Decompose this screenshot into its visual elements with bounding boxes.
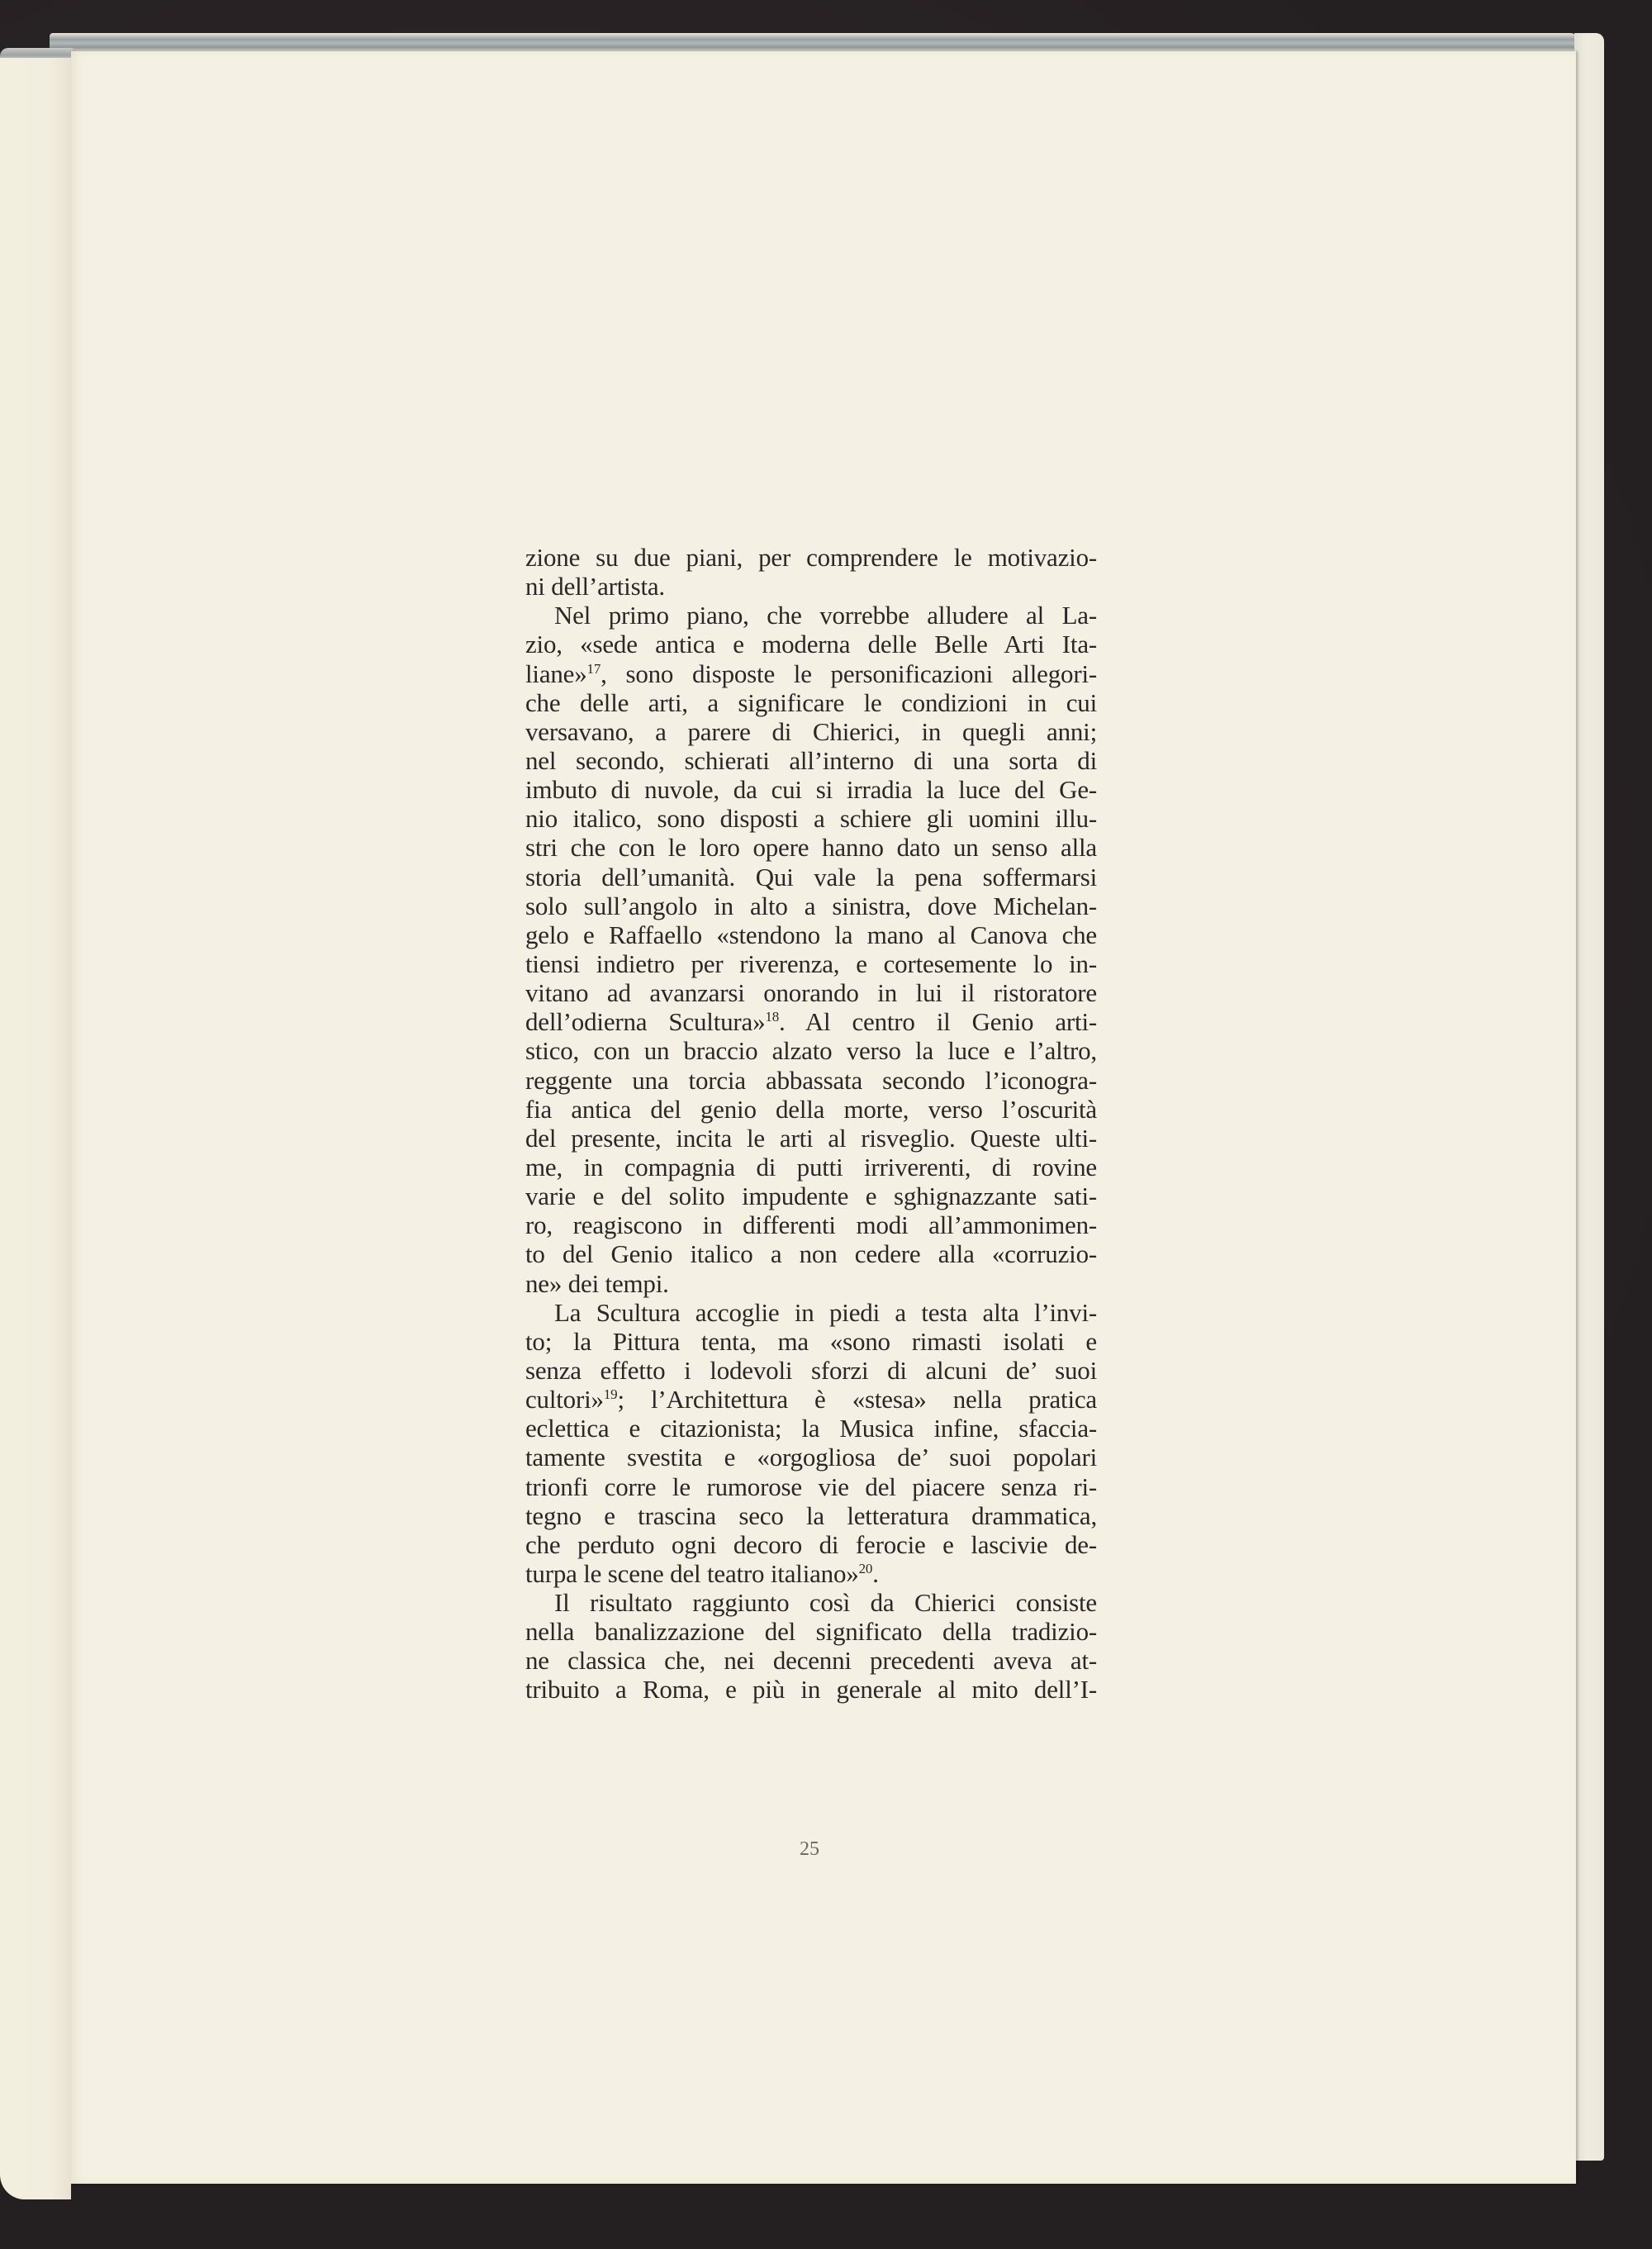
text-line: zio, «sede antica e moderna delle Belle Arti Ita- — [525, 630, 1097, 659]
text-line: varie e del solito impudente e sghignazzante sati- — [525, 1182, 1097, 1211]
text-line: gelo e Raffaello «stendono la mano al Canova che — [525, 920, 1097, 949]
text-line: Il risultato raggiunto così da Chierici consiste — [554, 1588, 1097, 1618]
text-line: ni dell’artista. — [525, 572, 665, 601]
text-line: stico, con un braccio alzato verso la luce e l’altro, — [525, 1036, 1097, 1066]
footnote-reference: 17 — [586, 660, 601, 677]
page-number: 25 — [800, 1838, 819, 1860]
text-line: La Scultura accoglie in piedi a testa alta l’invi- — [554, 1297, 1097, 1327]
text-line: tamente svestita e «orgogliosa de’ suoi popolari — [525, 1443, 1097, 1472]
back-leaf-edge — [1574, 33, 1604, 2161]
text-line: che delle arti, a significare le condizioni in cui — [525, 687, 1097, 717]
text-line: reggente una torcia abbassata secondo l’iconogra- — [525, 1065, 1097, 1095]
text-line: stri che con le loro opere hanno dato un senso alla — [525, 833, 1097, 863]
text-line: nel secondo, schierati all’interno di una sorta di — [525, 745, 1097, 775]
text-line: ro, reagiscono in differenti modi all’ammonimen- — [525, 1210, 1097, 1240]
footnote-reference: 19 — [603, 1386, 618, 1403]
text-line: solo sull’angolo in alto a sinistra, dove Michelan- — [525, 891, 1097, 920]
text-line: nella banalizzazione del significato della tradizio- — [525, 1617, 1097, 1647]
text-line: ne» dei tempi. — [525, 1268, 669, 1298]
text-line: trionfi corre le rumorose vie del piacere senza ri- — [525, 1472, 1097, 1501]
text-line: turpa le scene del teatro italiano»$^{20}$. — [525, 1558, 879, 1588]
text-line: vitano ad avanzarsi onorando in lui il ristoratore — [525, 978, 1097, 1008]
text-line: dell’odierna Scultura»$^{18}$. Al centro il Genio arti- — [525, 1007, 1097, 1037]
text-line: tegno e trascina seco la letteratura drammatica, — [525, 1500, 1097, 1530]
text-line: to del Genio italico a non cedere alla «corruzio- — [525, 1239, 1097, 1269]
text-line: nio italico, sono disposti a schiere gli uomini illu- — [525, 804, 1097, 834]
text-line: Nel primo piano, che vorrebbe alludere al La- — [554, 601, 1097, 630]
text-line: imbuto di nuvole, da cui si irradia la luce del Ge- — [525, 775, 1097, 805]
text-line: cultori»$^{19}$; l’Architettura è «stesa» nella pratica — [525, 1385, 1097, 1415]
text-line: fia antica del genio della morte, verso l’oscurità — [525, 1094, 1097, 1124]
page-stack-edge — [50, 33, 1576, 51]
text-line: storia dell’umanità. Qui vale la pena soffermarsi — [525, 862, 1097, 892]
text-line: eclettica e citazionista; la Musica infine, sfaccia- — [525, 1414, 1097, 1443]
footnote-reference: 20 — [858, 1560, 873, 1576]
footnote-reference: 18 — [765, 1009, 779, 1025]
text-line: zione su due piani, per comprendere le motivazio- — [525, 543, 1097, 572]
text-line: che perduto ogni decoro di ferocie e lascivie de- — [525, 1529, 1097, 1559]
text-line: versavano, a parere di Chierici, in quegli anni; — [525, 716, 1097, 746]
text-line: senza effetto i lodevoli sforzi di alcuni de’ suoi — [525, 1355, 1097, 1385]
text-line: tiensi indietro per riverenza, e cortesemente lo in- — [525, 949, 1097, 978]
left-page — [0, 58, 71, 2199]
text-line: liane»$^{17}$, sono disposte le personificazioni allegori- — [525, 659, 1097, 688]
text-line: del presente, incita le arti al risveglio. Queste ulti- — [525, 1123, 1097, 1153]
text-line: me, in compagnia di putti irriverenti, di rovine — [525, 1152, 1097, 1182]
text-line: ne classica che, nei decenni precedenti aveva at- — [525, 1646, 1097, 1676]
text-line: tribuito a Roma, e più in generale al mito dell’I- — [525, 1675, 1097, 1705]
text-line: to; la Pittura tenta, ma «sono rimasti isolati e — [525, 1326, 1097, 1356]
body-text — [525, 543, 1097, 1705]
